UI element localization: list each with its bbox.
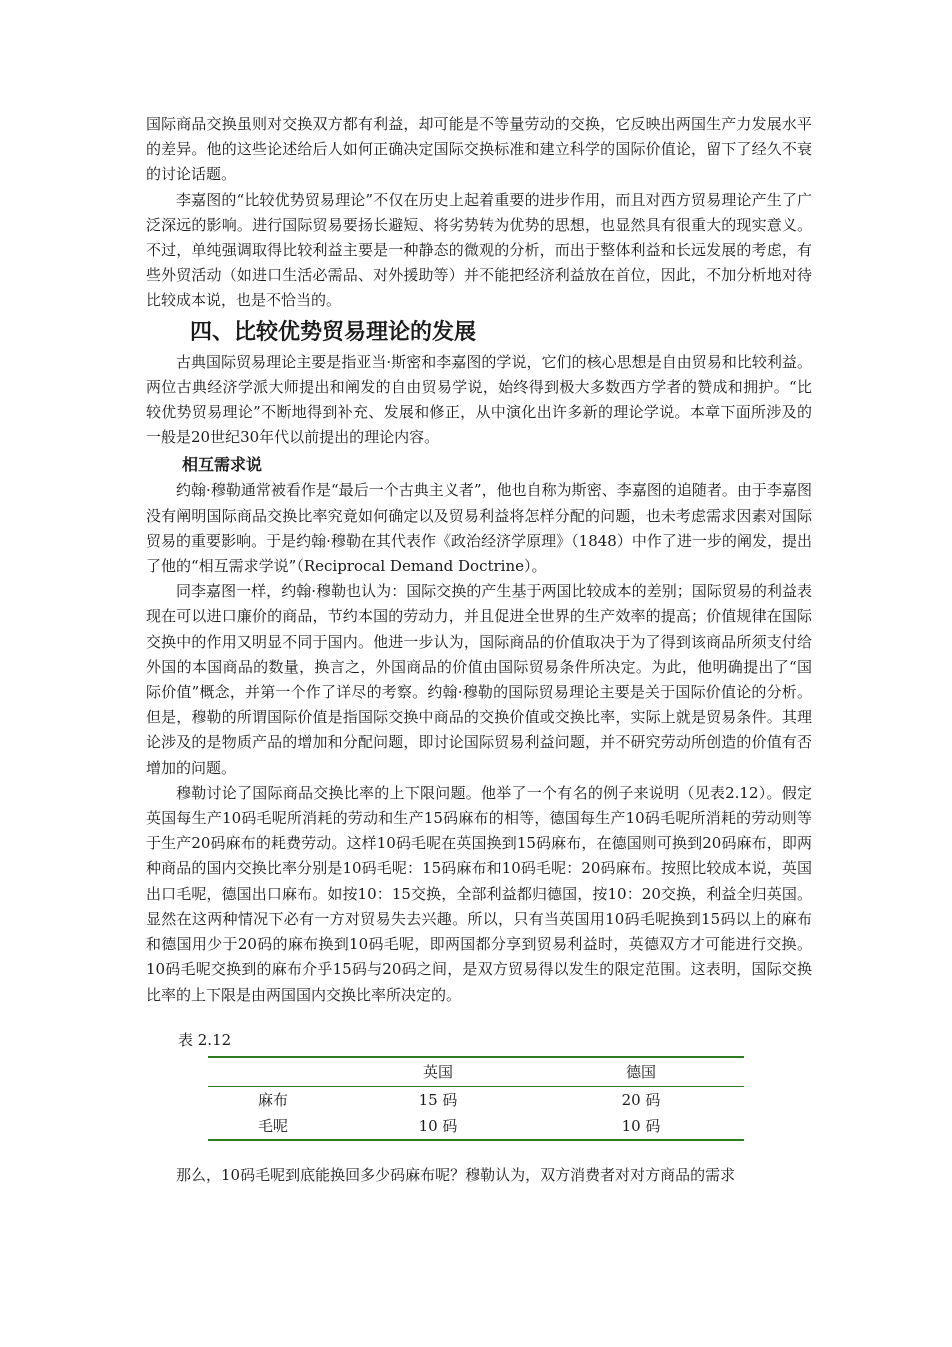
- table-row: [208, 1113, 744, 1140]
- table-row: [208, 1086, 744, 1113]
- table-cell: 20 码: [621, 1090, 661, 1109]
- document-page: [146, 112, 812, 1188]
- table-cell: 10 码: [621, 1116, 661, 1135]
- paragraph: 那么，10码毛呢到底能换回多少码麻布呢？穆勒认为，双方消费者对对方商品的需求: [176, 1165, 736, 1184]
- table-cell: 15 码: [418, 1090, 458, 1109]
- subsection-heading: 相互需求说: [182, 455, 263, 475]
- table-caption: 表 2.12: [178, 1030, 232, 1049]
- table-header-cell: [208, 1057, 338, 1087]
- paragraph: 李嘉图的“比较优势贸易理论”不仅在历史上起着重要的进步作用，而且对西方贸易理论产生了广泛深远的影响。进行国际贸易要扬长避短、将劣势转为优势的思想，也显然具有很重大的现实意义。不过，单纯强调取得比较利益主要是一种静态的微观的分析，而出于整体利益和长远发展的考虑，有些外贸活动（如进口生活必需品、对外援助等）并不能把经济利益放在首位，因此，不加分析地对待比较成本说，也是不恰当的。: [146, 190, 812, 310]
- paragraph: 同李嘉图一样，约翰·穆勒也认为：国际交换的产生基于两国比较成本的差别；国际贸易的利益表现在可以进口廉价的商品，节约本国的劳动力，并且促进全世界的生产效率的提高；价值规律在国际交换中的作用又明显不同于国内。他进一步认为，国际商品的价值取决于为了得到该商品所须支付给外国的本国商品的数量，换言之，外国商品的价值由国际贸易条件所决定。为此，他明确提出了“国际价值”概念，并第一个作了详尽的考察。约翰·穆勒的国际贸易理论主要是关于国际价值论的分析。但是，穆勒的所谓国际价值是指国际交换中商品的交换价值或交换比率，实际上就是贸易条件。其理论涉及的是物质产品的增加和分配问题，即讨论国际贸易利益问题，并不研究劳动所创造的价值有否增加的问题。: [146, 582, 812, 777]
- table-cell: 麻布: [257, 1090, 288, 1109]
- paragraph: 国际商品交换虽则对交换双方都有利益，却可能是不等量劳动的交换，它反映出两国生产力发展水平的差异。他的这些论述给后人如何正确决定国际交换标准和建立科学的国际价值论，留下了经久不衰的讨论话题。: [146, 115, 812, 184]
- table-cell: 10 码: [418, 1116, 458, 1135]
- paragraph: 约翰·穆勒通常被看作是“最后一个古典主义者”，他也自称为斯密、李嘉图的追随者。由于李嘉图没有阐明国际商品交换比率究竟如何确定以及贸易利益将怎样分配的问题，也未考虑需求因素对国际贸易的重要影响。于是约翰·穆勒在其代表作《政治经济学原理》（1848）中作了进一步的阐发，提出了他的“相互需求学说”（Reciprocal Demand Doctrine）。: [146, 481, 812, 576]
- table-header-cell: 德国: [538, 1057, 744, 1087]
- section-heading: 四、比较优势贸易理论的发展: [190, 319, 477, 345]
- table-header-row: [208, 1057, 744, 1087]
- comparison-table: [208, 1056, 744, 1141]
- table-cell: 毛呢: [257, 1116, 288, 1135]
- table-header-cell: 英国: [338, 1057, 538, 1087]
- paragraph: 穆勒讨论了国际商品交换比率的上下限问题。他举了一个有名的例子来说明（见表2.12）。假定英国每生产10码毛呢所消耗的劳动和生产15码麻布的相等，德国每生产10码毛呢所消耗的劳动则等于生产20码麻布的耗费劳动。这样10码毛呢在英国换到15码麻布，在德国则可换到20码麻布，即两种商品的国内交换比率分别是10码毛呢：15码麻布和10码毛呢：20码麻布。按照比较成本说，英国出口毛呢，德国出口麻布。如按10：15交换，全部利益都归德国，按10：20交换，利益全归英国。显然在这两种情况下必有一方对贸易失去兴趣。所以，只有当英国用10码毛呢换到15码以上的麻布和德国用少于20码的麻布换到10码毛呢，即两国都分享到贸易利益时，英德双方才可能进行交换。10码毛呢交换到的麻布介乎15码与20码之间，是双方贸易得以发生的限定范围。这表明，国际交换比率的上下限是由两国国内交换比率所决定的。: [146, 783, 812, 1004]
- paragraph: 古典国际贸易理论主要是指亚当·斯密和李嘉图的学说，它们的核心思想是自由贸易和比较利益。两位古典经济学派大师提出和阐发的自由贸易学说，始终得到极大多数西方学者的赞成和拥护。“比较优势贸易理论”不断地得到补充、发展和修正，从中演化出许多新的理论学说。本章下面所涉及的一般是20世纪30年代以前提出的理论内容。: [146, 352, 812, 447]
